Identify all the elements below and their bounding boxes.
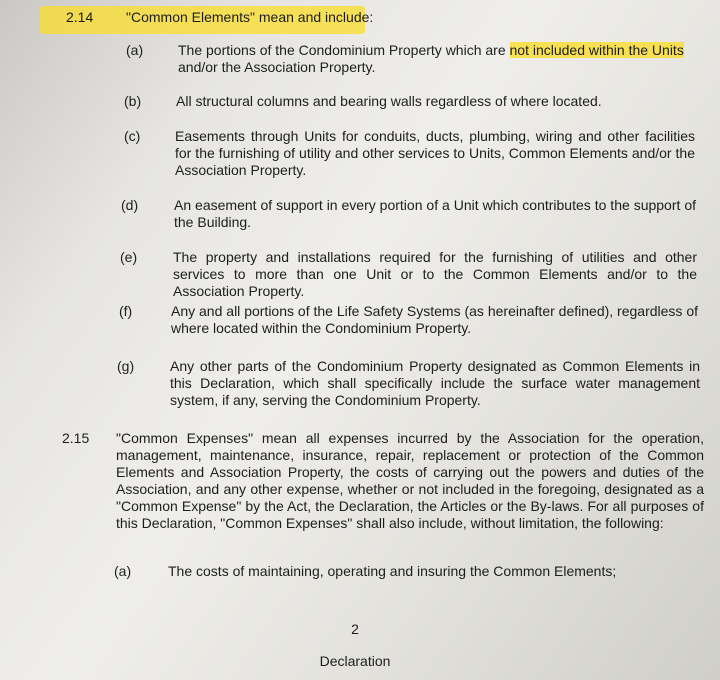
- item-text-a-post: and/or the Association Property.: [178, 59, 376, 75]
- item-label-f: (f): [119, 303, 133, 319]
- section-heading-2-14: "Common Elements" mean and include:: [126, 9, 374, 25]
- item-label-a: (a): [126, 42, 144, 58]
- item-text-d: An easement of support in every portion of a Unit which contributes to the support of the Building.: [174, 197, 696, 230]
- item-label-g: (g): [117, 358, 135, 374]
- item-text-f: Any and all portions of the Life Safety Systems (as hereinafter defined), regardless of where located within the Condominium Property.: [171, 303, 698, 336]
- section-number-2-15: 2.15: [62, 430, 90, 446]
- item-text-c: Easements through Units for conduits, ducts, plumbing, wiring and other facilities for the furnishing of utility and other services to Units, Common Elements and/or the Association Property.: [175, 128, 695, 178]
- section-text-2-15: "Common Expenses" mean all expenses incurred by the Association for the operation, management, maintenance, insurance, repair, replacement or protection of the Common Elements and Association Property, the costs of carrying out the powers and duties of the Association, and any other expense, whether or not included in the foregoing, designated as a "Common Expense" by the Act, the Declaration, the Articles or the By-laws. For all purposes of this Declaration, "Common Expenses" shall also include, without limitation, the following:: [116, 430, 704, 531]
- item-text-g: Any other parts of the Condominium Property designated as Common Elements in this Declaration, which shall specifically include the surface water management system, if any, serving the Condominium Property.: [170, 358, 700, 408]
- item-label-d: (d): [121, 197, 139, 213]
- item-label-c: (c): [124, 128, 141, 144]
- item-text-a-highlight: not included within the Units: [509, 42, 684, 58]
- document-name: Declaration: [319, 653, 391, 669]
- item-text-2-15-a: The costs of maintaining, operating and insuring the Common Elements;: [168, 563, 617, 579]
- item-label-2-15-a: (a): [114, 563, 132, 579]
- item-label-e: (e): [120, 249, 138, 265]
- item-text-b: All structural columns and bearing walls regardless of where located.: [176, 93, 602, 109]
- section-number-2-14: 2.14: [66, 9, 94, 25]
- item-text-e: The property and installations required for the furnishing of utilities and other services to more than one Unit or to the Common Elements and/or to the Association Property.: [173, 249, 697, 299]
- item-text-a: [178, 42, 696, 76]
- item-text-a-pre: The portions of the Condominium Property which are: [178, 42, 510, 58]
- page-number: 2: [351, 621, 359, 637]
- item-label-b: (b): [124, 93, 142, 109]
